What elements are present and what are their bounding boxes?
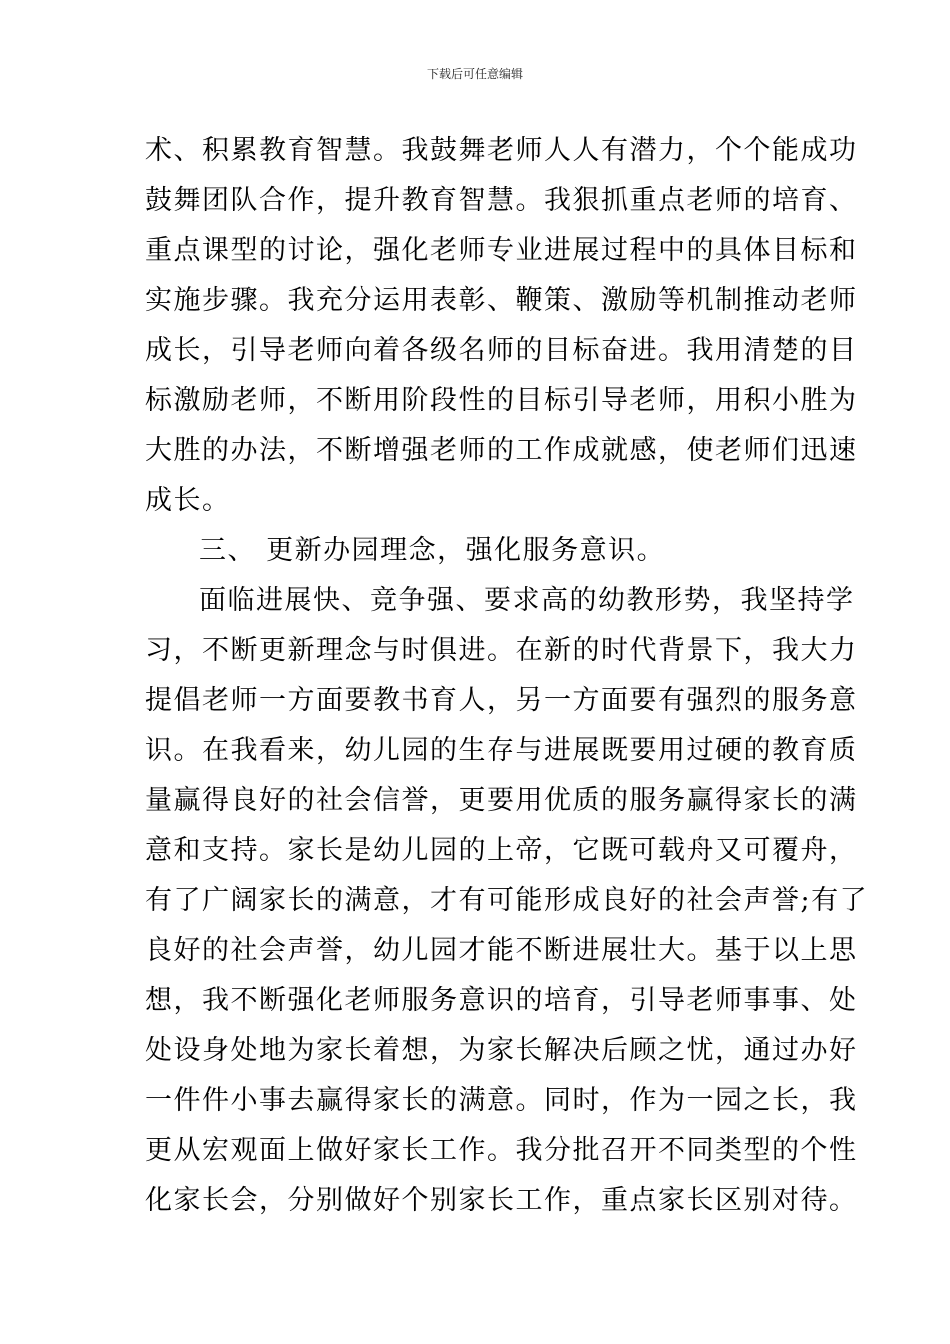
text-line: 更从宏观面上做好家长工作。我分批召开不同类型的个性 [145, 1135, 858, 1166]
text-line: 化家长会，分别做好个别家长工作，重点家长区别对待。 [145, 1185, 858, 1216]
section-heading: 三、 更新办园理念，强化服务意识。 [199, 535, 666, 566]
text-line: 量赢得良好的社会信誉，更要用优质的服务赢得家长的满 [145, 785, 858, 816]
text-line: 意和支持。家长是幼儿园的上帝，它既可载舟又可覆舟， [145, 835, 858, 866]
text-line: 重点课型的讨论，强化老师专业进展过程中的具体目标和 [145, 235, 858, 266]
text-line: 实施步骤。我充分运用表彰、鞭策、激励等机制推动老师 [145, 285, 858, 316]
text-line: 鼓舞团队合作，提升教育智慧。我狠抓重点老师的培育、 [145, 185, 858, 216]
document-body [145, 126, 869, 1226]
text-line: 良好的社会声誉，幼儿园才能不断进展壮大。基于以上思 [145, 935, 858, 966]
text-line: 识。在我看来，幼儿园的生存与进展既要用过硬的教育质 [145, 735, 858, 766]
text-line: 习，不断更新理念与时俱进。在新的时代背景下，我大力 [145, 635, 858, 666]
text-line: 有了广阔家长的满意，才有可能形成良好的社会声誉;有了 [145, 885, 869, 916]
text-line: 想，我不断强化老师服务意识的培育，引导老师事事、处 [145, 985, 858, 1016]
paragraph-first-line: 面临进展快、竞争强、要求高的幼教形势，我坚持学 [199, 585, 855, 616]
text-line: 大胜的办法，不断增强老师的工作成就感，使老师们迅速 [145, 435, 858, 466]
text-line: 一件件小事去赢得家长的满意。同时，作为一园之长，我 [145, 1085, 858, 1116]
text-line: 标激励老师，不断用阶段性的目标引导老师，用积小胜为 [145, 385, 858, 416]
text-line: 术、积累教育智慧。我鼓舞老师人人有潜力，个个能成功 [145, 135, 858, 166]
text-line: 成长，引导老师向着各级名师的目标奋进。我用清楚的目 [145, 335, 858, 366]
text-line: 提倡老师一方面要教书育人，另一方面要有强烈的服务意 [145, 685, 858, 716]
text-line: 成长。 [145, 485, 231, 516]
text-line: 处设身处地为家长着想，为家长解决后顾之忧，通过办好 [145, 1035, 858, 1066]
page-header-note: 下载后可任意编辑 [426, 67, 523, 81]
